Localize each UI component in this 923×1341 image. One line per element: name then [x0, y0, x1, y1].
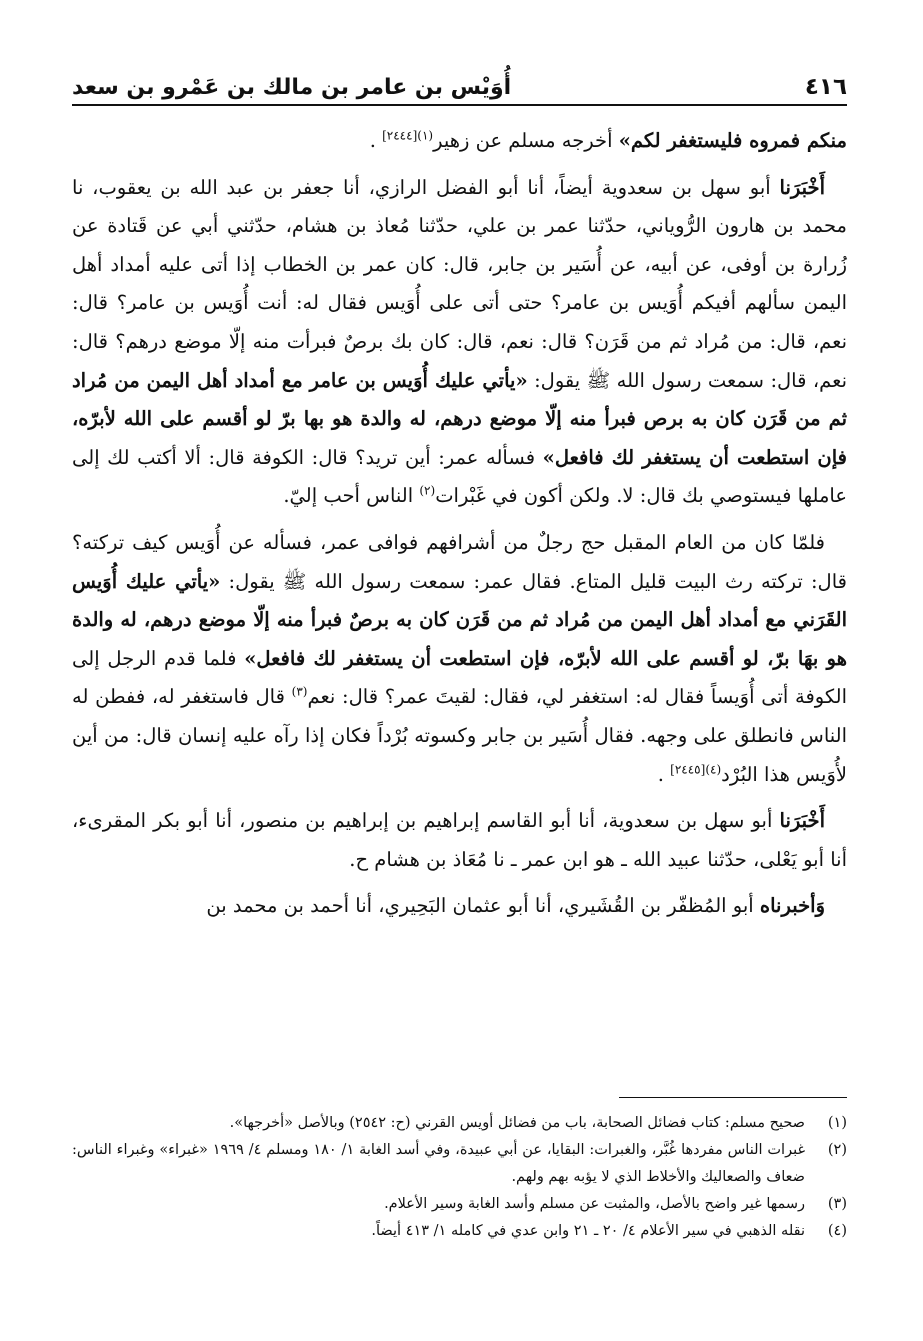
- paragraph-3: [72, 524, 847, 794]
- paragraph-text: فلما قدم الرجل إلى الكوفة أتى أُوَيساً فقال له: استغفر لي، فقال: لقيتَ عمر؟ قال: نعم: [72, 646, 848, 709]
- footnote-number: (٤): [827, 1223, 847, 1239]
- page-number: ٤١٦: [804, 74, 847, 100]
- hadith-ending: منكم فمروه فليستغفر لكم»: [618, 129, 847, 152]
- footnote-number: (١): [827, 1115, 847, 1131]
- hadith-quote: «يأتي عليك أُوَيس بن عامر مع أمداد أهل اليمن من مُراد ثم من قَرَن كان به برص فبرأ منه إلّا موضع درهم، له والدة هو بها برّ لو أقسم على الله لأبرّه، فإن استطعت أن يستغفر لك فافعل»: [72, 368, 847, 469]
- hadith-ref-number: [٢٤٤٥]: [670, 762, 706, 776]
- paragraph-text: الناس أحب إليّ.: [283, 484, 420, 508]
- hadith-quote: «يأتي عليك أُوَيس القَرَني مع أمداد أهل اليمن من مُراد ثم من قَرَن كان به برصٌ فبرأ منه إلّا موضع درهم، له والدة هو بهَا برّ، لو أقسم على الله لأبرّه، فإن استطعت أن يستغفر لك فافعل»: [72, 569, 847, 670]
- footnote: [72, 1218, 847, 1245]
- footnote-number: (٢): [827, 1142, 847, 1158]
- hadith-ref-number: [٢٤٤٤]: [382, 128, 418, 143]
- footnote: [72, 1191, 847, 1218]
- paragraph-text: فلمّا كان من العام المقبل حج رجلٌ من أشرافهم فوافى عمر، فسأله عن أُوَيس كيف تركته؟ قال: تركته رث البيت قليل المتاع. فقال عمر: سمعت رسول الله ﷺ يقول:: [72, 530, 847, 593]
- paragraph-text: أبو سهل بن سعدوية، أنا أبو القاسم إبراهيم بن إبراهيم بن منصور، أنا أبو بكر المقرىء، أنا أبو يَعْلى، حدّثنا عبيد الله ـ هو ابن عمر ـ نا مُعَاذ بن هشام ح.: [72, 809, 847, 871]
- footnote-separator: [619, 1097, 847, 1098]
- footnote-text: رسمها غير واضح بالأصل، والمثبت عن مسلم وأسد الغابة وسير الأعلام.: [384, 1196, 805, 1212]
- footnotes: [72, 1110, 847, 1245]
- paragraph-text: قال فاستغفر له، ففطن له الناس فانطلق على وجهه. فقال أُسَير بن جابر وكسوته بُرْداً فكان إذا رآه عليه إنسان قال: من أين لأُوَيس هذا البُرْد: [72, 685, 847, 786]
- footnote-marker[interactable]: (٤): [705, 762, 722, 776]
- footnote: [72, 1137, 847, 1191]
- footnote: [72, 1110, 847, 1137]
- isnad-lead: وَأخبرناه: [759, 894, 825, 918]
- paragraph-text: أبو سهل بن سعدوية أيضاً، أنا أبو الفضل الرازي، أنا جعفر بن عبد الله بن يعقوب، نا محمد بن هارون الرُّوياني، حدّثنا عمر بن علي، حدّثنا مُعاذ بن هشام، حدّثني أبي عن قَتادة عن زُرارة بن أوفى، عن أبيه، عن أُسَير بن جابر، قال: كان عمر بن الخطاب إذا أتى عليه أمداد أهل اليمن سألهم أفيكم أُوَيس بن عامر؟ حتى أتى على أُوَيس فقال له: أنت أُوَيس بن عامر؟ قال: نعم، قال: من مُراد ثم من قَرَن؟ قال: نعم، قال: كان بك برصٌ فبرأت منه إلّا موضع درهم؟ قال: نعم، قال: سمعت رسول الله ﷺ يقول:: [72, 175, 847, 392]
- footnote-marker[interactable]: (١): [417, 128, 434, 143]
- page-header: [72, 66, 847, 106]
- running-title: أُوَيْس بن عامر بن مالك بن عَمْرو بن سعد: [72, 75, 512, 100]
- end-mark: .: [657, 762, 664, 786]
- footnote-marker[interactable]: (٢): [419, 483, 436, 498]
- footnote-text: غبرات الناس مفردها غُبَّر، والغبرات: البقايا، عن أبي عبيدة، وفي أسد الغابة ١/ ١٨٠ ومسلم ٤/ ١٩٦٩ «غبراء» وغبراء الناس: ضعاف والصعاليك والأخلاط الذي لا يؤبه بهم ولهم.: [72, 1142, 806, 1185]
- paragraph-1: [72, 122, 847, 161]
- footnote-marker[interactable]: (٣): [291, 684, 308, 699]
- end-mark: .: [369, 129, 376, 152]
- footnote-text: صحيح مسلم: كتاب فضائل الصحابة، باب من فضائل أويس القرني (ح: ٢٥٤٢) وبالأصل «أخرجها».: [229, 1115, 805, 1131]
- paragraph-4: [72, 802, 847, 879]
- main-text: [72, 122, 847, 934]
- footnote-number: (٣): [827, 1196, 847, 1212]
- paragraph-2: [72, 169, 847, 516]
- paragraph-text: أبو المُظفّر بن القُشَيري، أنا أبو عثمان البَحِيري، أنا أحمد بن محمد بن: [206, 894, 760, 918]
- paragraph-5: [72, 887, 847, 926]
- paragraph-text: أخرجه مسلم عن زهير: [433, 129, 619, 152]
- paragraph-text: فسأله عمر: أين تريد؟ قال: الكوفة قال: ألا أكتب لك إلى عاملها فيستوصي بك قال: لا. ولكن أكون في غَبْرات: [72, 445, 847, 508]
- footnote-text: نقله الذهبي في سير الأعلام ٤/ ٢٠ ـ ٢١ وابن عدي في كامله ١/ ٤١٣ أيضاً.: [371, 1223, 805, 1239]
- isnad-lead: أَخْبَرَنا: [779, 809, 825, 833]
- isnad-lead: أَخْبَرَنا: [779, 175, 825, 199]
